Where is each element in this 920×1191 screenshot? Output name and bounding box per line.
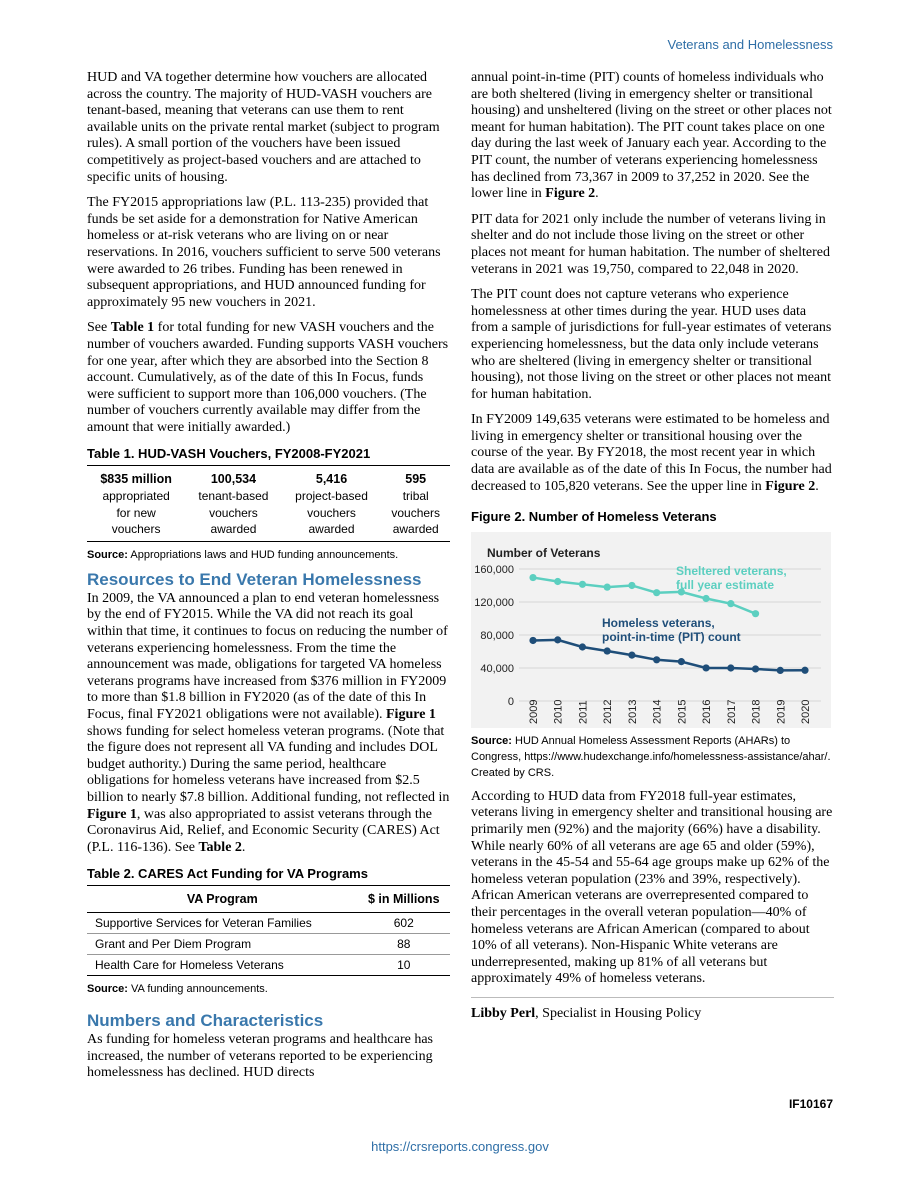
data-point bbox=[702, 595, 709, 602]
y-tick-label: 0 bbox=[507, 695, 514, 708]
x-tick-label: 2015 bbox=[676, 699, 689, 724]
author-line: Libby Perl, Specialist in Housing Policy bbox=[471, 1005, 702, 1021]
figure-2-source: Source: HUD Annual Homeless Assessment Reports (AHARs) to Congress, https://www.hudexchange.info/homelessness-assistance/ahar/. Created by CRS. bbox=[471, 734, 831, 779]
table-1-cell: $835 million appropriated for new vouchers bbox=[100, 472, 172, 537]
y-tick-label: 160,000 bbox=[474, 563, 514, 576]
data-point bbox=[752, 665, 759, 672]
paragraph: The PIT count does not capture veterans who experience homelessness at other times during the year. HUD uses data from a sample of jurisdictions for full-year estimates of veterans experiencing homelessness, but the data only include veterans who are sheltered (living in emergency shelter or transitional housing), not those living on the street or other places not meant for human habitation. bbox=[471, 287, 832, 402]
series-label-pit: Homeless veterans, bbox=[602, 615, 715, 630]
data-point bbox=[653, 656, 660, 663]
x-tick-label: 2016 bbox=[701, 699, 714, 724]
y-tick-label: 120,000 bbox=[474, 596, 514, 609]
left-column bbox=[87, 70, 450, 1091]
table-row: Supportive Services for Veteran Families 602 bbox=[87, 912, 450, 933]
x-tick-label: 2018 bbox=[750, 699, 763, 724]
paragraph: annual point-in-time (PIT) counts of homeless individuals who are both sheltered (living in emergency shelter or transitional housing) and unsheltered (living on the street or other places not meant for human habitation). The PIT count takes place on one day during the last week of January each year. According to the PIT count, the number of veterans experiencing homelessness has declined from 73,367 in 2009 to 37,252 in 2020. See the lower line in Figure 2. bbox=[471, 70, 832, 202]
x-tick-label: 2011 bbox=[577, 700, 590, 724]
chart-y-label: Number of Veterans bbox=[487, 545, 601, 560]
x-tick-label: 2010 bbox=[552, 699, 565, 724]
table-1 bbox=[87, 466, 450, 542]
section-heading-numbers: Numbers and Characteristics bbox=[87, 1011, 324, 1031]
table-2-caption: Table 2. CARES Act Funding for VA Programs bbox=[87, 866, 450, 886]
table-1-cell: 595 tribal vouchers awarded bbox=[391, 472, 441, 537]
x-tick-label: 2013 bbox=[626, 699, 639, 724]
table-1-ref: Table 1 bbox=[110, 320, 155, 336]
series-label-sheltered: Sheltered veterans, bbox=[676, 563, 787, 578]
right-column bbox=[471, 70, 834, 1032]
paragraph: PIT data for 2021 only include the number of veterans living in shelter and do not include those living on the street or other places not meant for human habitation. The number of sheltered veterans in 2021 was 19,750, compared to 22,048 in 2020. bbox=[471, 211, 830, 277]
paragraph: In FY2009 149,635 veterans were estimated to be homeless and living in emergency shelter or transitional housing over the course of the year. By FY2018, the most recent year in which data are available as of the date of this In Focus, the number had decreased to 105,820 veterans. See the upper line in Figure 2. bbox=[471, 412, 832, 494]
data-point bbox=[702, 664, 709, 671]
header-title: Veterans and Homelessness bbox=[667, 37, 833, 52]
data-point bbox=[628, 651, 635, 658]
paragraph: The FY2015 appropriations law (P.L. 113-235) provided that funds be set aside for a demonstration for Native American homeless or at-risk veterans who are living on or near reservations. In 2016, vouchers sufficient to serve 500 veterans were awarded to 26 tribes. Funding has been renewed in subsequent appropriations, and HUD announced funding for approximately 95 new vouchers in 2021. bbox=[87, 195, 441, 310]
data-point bbox=[777, 667, 784, 674]
divider bbox=[471, 997, 834, 998]
data-point bbox=[628, 582, 635, 589]
data-point bbox=[554, 578, 561, 585]
table-row: Health Care for Homeless Veterans 10 bbox=[95, 957, 411, 972]
table-2-header-amount: $ in Millions bbox=[358, 886, 450, 912]
table-2-header-program: VA Program bbox=[87, 886, 358, 912]
paragraph: See Table 1 for total funding for new VASH vouchers and the number of vouchers awarded. Funding supports VASH vouchers for one year, after which they are absorbed into the Section 8 account. Cumulatively, as of the date of this In Focus, funds were sufficient to support more than 106,000 vouchers. (The number of vouchers currently available may differ from the amount that were initially awarded.) bbox=[87, 320, 449, 435]
data-point bbox=[604, 583, 611, 590]
x-tick-label: 2019 bbox=[775, 699, 788, 724]
data-point bbox=[653, 589, 660, 596]
y-tick-label: 40,000 bbox=[480, 662, 514, 675]
data-point bbox=[604, 647, 611, 654]
paragraph: As funding for homeless veteran programs and healthcare has increased, the number of veterans reported to be experiencing homelessness has declined. HUD directs bbox=[87, 1032, 433, 1081]
table-row: Grant and Per Diem Program 88 bbox=[87, 933, 450, 954]
data-point bbox=[678, 658, 685, 665]
paragraph: According to HUD data from FY2018 full-year estimates, veterans living in emergency shelter and transitional housing are primarily men (92%) and the majority (66%) have a disability. While nearly 60% of all veterans are age 65 and older (59%), veterans in the 45-54 and 55-64 age groups make up 62% of the homeless veteran population (23% and 39%, respectively). African American veterans are overrepresented compared to their percentages in the overall veteran population—40% of homeless veterans are African American (compared to about 10% of all veterans). Non-Hispanic White veterans are underrepresented, making up 81% of all veterans but approximately 49% of homeless veterans. bbox=[471, 788, 833, 987]
table-1-source: Source: Appropriations laws and HUD funding announcements. bbox=[87, 549, 399, 562]
figure-2-caption: Figure 2. Number of Homeless Veterans bbox=[471, 509, 717, 525]
data-point bbox=[529, 574, 536, 581]
data-point bbox=[752, 610, 759, 617]
table-1-cell: 100,534 tenant-based vouchers awarded bbox=[198, 472, 269, 537]
x-tick-label: 2009 bbox=[528, 699, 540, 724]
x-tick-label: 2020 bbox=[800, 699, 812, 724]
data-point bbox=[727, 600, 734, 607]
footer-url[interactable]: https://crsreports.congress.gov bbox=[371, 1139, 549, 1154]
paragraph: In 2009, the VA announced a plan to end veteran homelessness by the end of FY2015. While the VA did not reach its goal within that time, it continues to focus on reducing the number of veterans experiencing homelessness. From the time the announcement was made, obligations for targeted VA homeless veterans programs have increased from $376 million in FY2009 to more than $1.8 billion in FY2020 (as of the date of this In Focus, final FY2021 obligations were not available). Figure 1 shows funding for select homeless veteran programs. (Note that the figure does not represent all VA funding and includes DOL budget authority.) During the same period, healthcare obligations for homeless veterans have increased from $2.5 billion to nearly $7.8 billion. Additional funding, not reflected in Figure 1, was also appropriated to assist veterans through the Coronavirus Aid, Relief, and Economic Security (CARES) Act (P.L. 116-136). See Table 2. bbox=[87, 590, 450, 855]
paragraph: HUD and VA together determine how vouchers are allocated across the country. The majority of HUD-VASH vouchers are tenant-based, meaning that veterans can use them to rent available units on the private rental market (subject to program rules). A small portion of the vouchers have been issued competitively as project-based vouchers and are attached to specific units of housing. bbox=[87, 70, 440, 185]
y-tick-label: 80,000 bbox=[480, 629, 514, 642]
x-tick-label: 2017 bbox=[725, 699, 738, 724]
x-tick-label: 2012 bbox=[602, 699, 615, 724]
data-point bbox=[529, 637, 536, 644]
series-label-sheltered: full year estimate bbox=[676, 577, 775, 592]
table-2-source: Source: VA funding announcements. bbox=[87, 982, 268, 995]
data-point bbox=[579, 581, 586, 588]
series-label-pit: point-in-time (PIT) count bbox=[602, 629, 741, 644]
data-point bbox=[554, 636, 561, 643]
x-tick-label: 2014 bbox=[651, 699, 664, 724]
table-2 bbox=[87, 886, 450, 976]
data-point bbox=[579, 643, 586, 650]
report-id: IF10167 bbox=[788, 1097, 833, 1111]
table-1-caption: Table 1. HUD-VASH Vouchers, FY2008-FY2021 bbox=[87, 446, 450, 466]
figure-2-chart bbox=[471, 532, 831, 728]
section-heading-resources: Resources to End Veteran Homelessness bbox=[87, 569, 422, 589]
table-1-cell: 5,416 project-based vouchers awarded bbox=[295, 472, 368, 537]
data-point bbox=[727, 664, 734, 671]
data-point bbox=[801, 667, 808, 674]
